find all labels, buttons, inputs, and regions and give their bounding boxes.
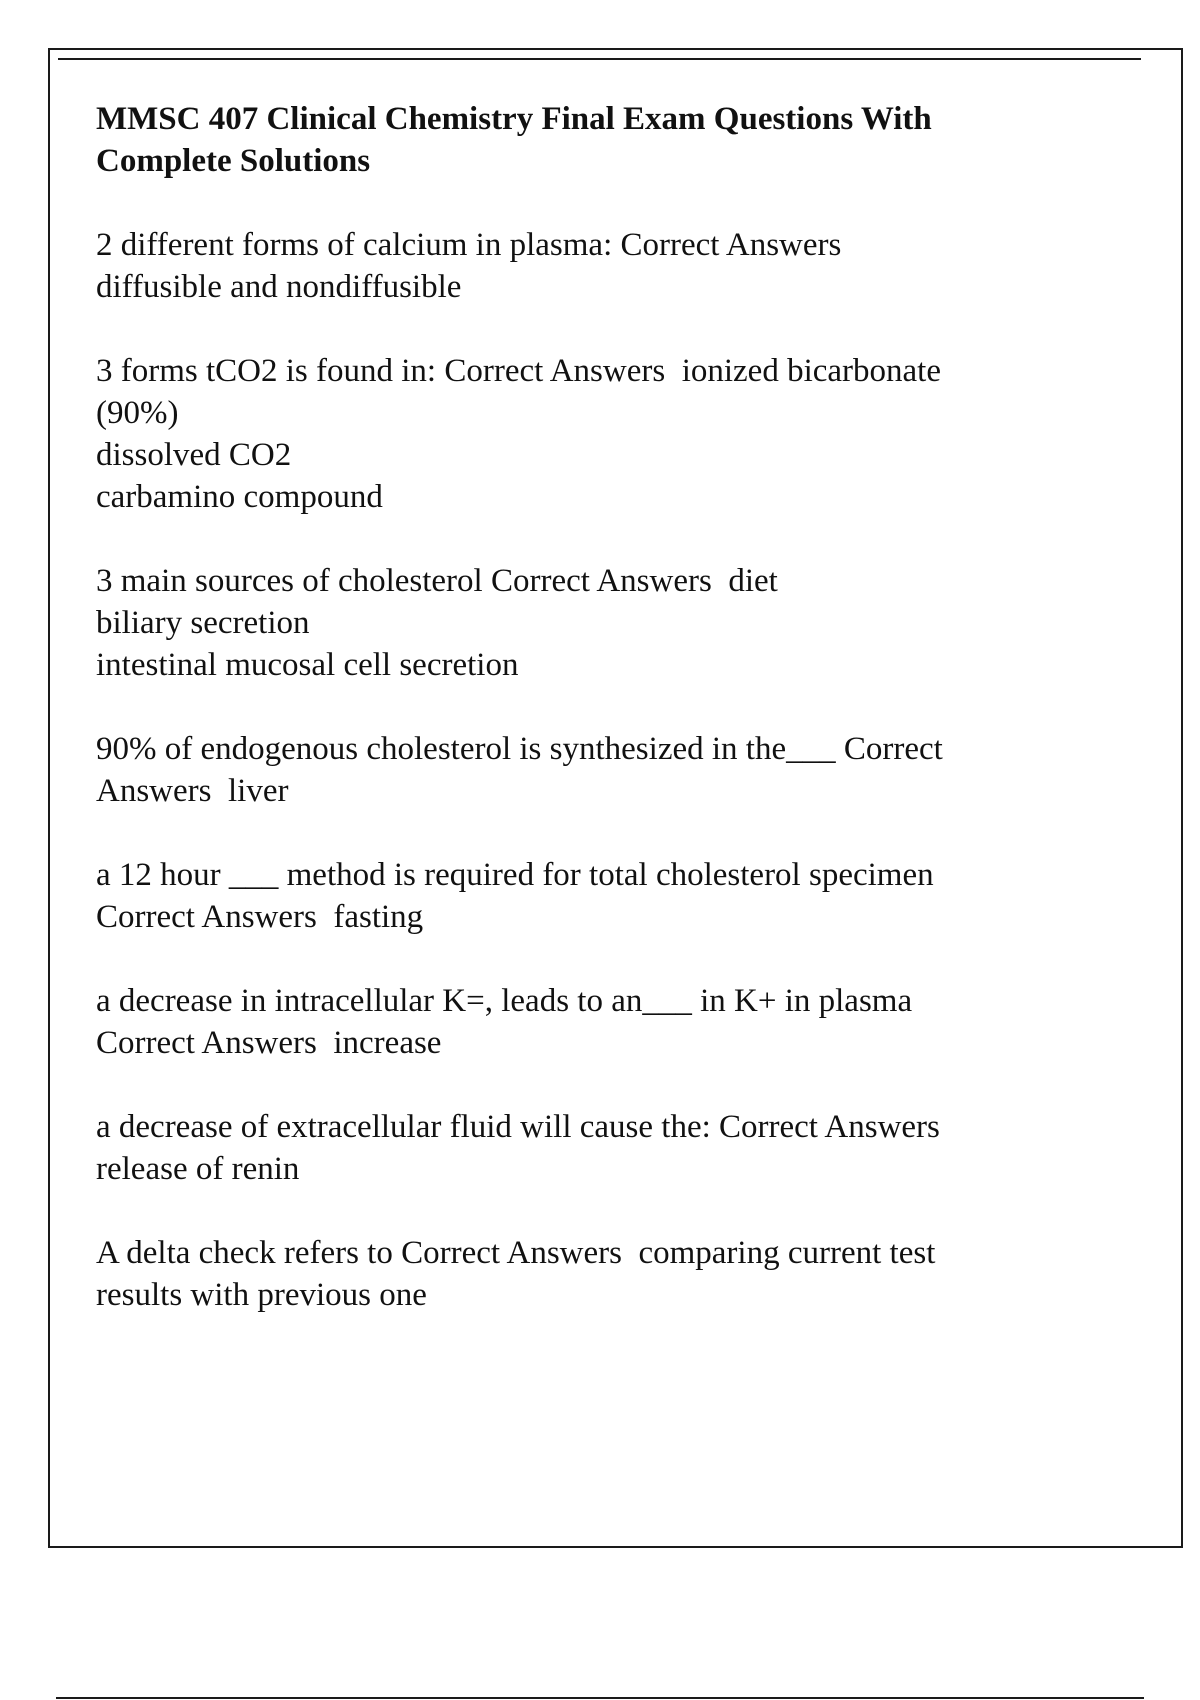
document-body	[96, 98, 1086, 1358]
qa-text-line: A delta check refers to Correct Answers comparing current test	[96, 1235, 936, 1271]
qa-text-line: Answers liver	[96, 773, 289, 809]
top-rule	[58, 58, 1141, 60]
qa-text-line: results with previous one	[96, 1277, 427, 1313]
qa-text-line: a decrease in intracellular K=, leads to an___ in K+ in plasma	[96, 983, 913, 1019]
qa-item	[96, 1106, 1086, 1190]
qa-text-line: release of renin	[96, 1151, 300, 1187]
bottom-rule	[56, 1697, 1144, 1699]
qa-item	[96, 1232, 1086, 1316]
document-title	[96, 98, 1086, 182]
title-line: Complete Solutions	[96, 143, 371, 179]
qa-text-line: a 12 hour ___ method is required for total cholesterol specimen	[96, 857, 934, 893]
qa-text-line: 90% of endogenous cholesterol is synthesized in the___ Correct	[96, 731, 943, 767]
qa-text-line: Correct Answers fasting	[96, 899, 424, 935]
qa-item	[96, 350, 1086, 518]
qa-text-line: a decrease of extracellular fluid will cause the: Correct Answers	[96, 1109, 940, 1145]
qa-item	[96, 728, 1086, 812]
qa-text-line: intestinal mucosal cell secretion	[96, 647, 519, 683]
qa-text-line: (90%)	[96, 395, 179, 431]
qa-text-line: 2 different forms of calcium in plasma: Correct Answers	[96, 227, 842, 263]
qa-text-line: Correct Answers increase	[96, 1025, 442, 1061]
qa-item	[96, 980, 1086, 1064]
qa-text-line: biliary secretion	[96, 605, 310, 641]
qa-item	[96, 560, 1086, 686]
qa-item	[96, 224, 1086, 308]
qa-text-line: 3 main sources of cholesterol Correct Answers diet	[96, 563, 778, 599]
qa-text-line: dissolved CO2	[96, 437, 292, 473]
qa-text-line: 3 forms tCO2 is found in: Correct Answers ionized bicarbonate	[96, 353, 941, 389]
qa-text-line: diffusible and nondiffusible	[96, 269, 462, 305]
qa-text-line: carbamino compound	[96, 479, 383, 515]
title-line: MMSC 407 Clinical Chemistry Final Exam Questions With	[96, 101, 932, 137]
qa-item	[96, 854, 1086, 938]
